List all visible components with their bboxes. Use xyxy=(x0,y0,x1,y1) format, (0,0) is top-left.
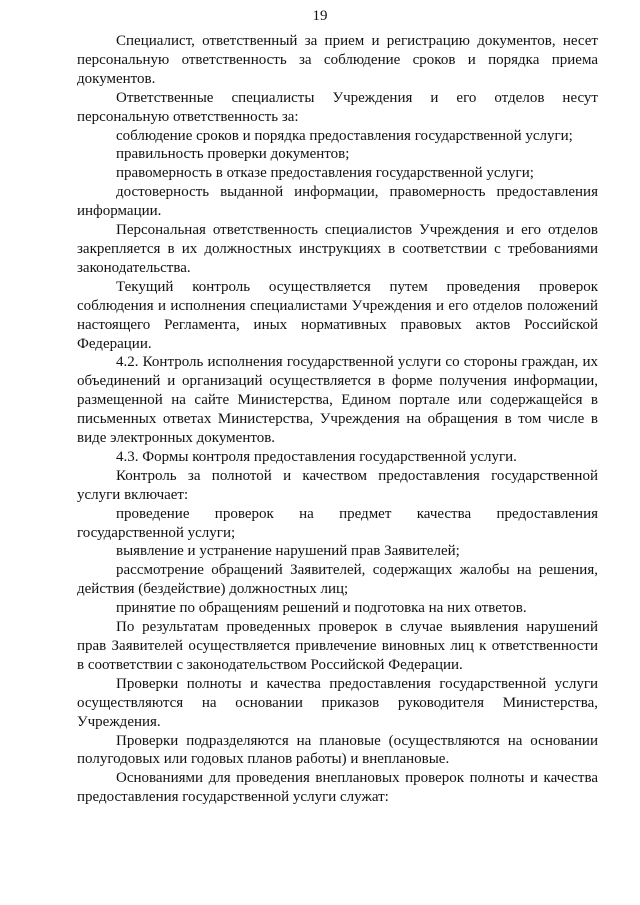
paragraph-check-types: Проверки подразделяются на плановые (осуществляются на основании полугодовых или годовых планов работы) и внеплановые. xyxy=(77,732,598,768)
document-body xyxy=(77,32,598,807)
paragraph-current-control: Текущий контроль осуществляется путем проведения проверок соблюдения и исполнения специалистами Учреждения и его отделов положений настоящего Регламента, иных нормативных правовых актов Российской Федерации. xyxy=(77,278,598,352)
paragraph-check-results: По результатам проведенных проверок в случае выявления нарушений прав Заявителей осуществляется привлечение виновных лиц к ответственности в соответствии с законодательством Российской Федерации. xyxy=(77,619,598,673)
list-item-information-accuracy: достоверность выданной информации, правомерность предоставления информации. xyxy=(77,184,598,220)
list-item-refusal-legality: правомерность в отказе предоставления государственной услуги; xyxy=(116,165,534,182)
paragraph-responsibility-specialists: Ответственные специалисты Учреждения и его отделов несут персональную ответственность за: xyxy=(77,89,598,125)
paragraph-responsibility-registration: Специалист, ответственный за прием и регистрацию документов, несет персональную ответственность за соблюдение сроков и порядка приема документов. xyxy=(77,33,598,87)
paragraph-section-4-3: 4.3. Формы контроля предоставления государственной услуги. xyxy=(116,448,517,465)
list-item-violations: выявление и устранение нарушений прав Заявителей; xyxy=(116,543,460,560)
list-item-quality-checks: проведение проверок на предмет качества предоставления государственной услуги; xyxy=(77,505,598,541)
paragraph-orders: Проверки полноты и качества предоставления государственной услуги осуществляются на основании приказов руководителя Министерства, Учреждения. xyxy=(77,675,598,730)
list-item-complaints: рассмотрение обращений Заявителей, содержащих жалобы на решения, действия (бездействие) должностных лиц; xyxy=(77,562,598,598)
paragraph-section-4-2: 4.2. Контроль исполнения государственной услуги со стороны граждан, их объединений и организаций осуществляется в форме получения информации, размещенной на сайте Министерства, Едином портале или содержащейся в письменных ответах Министерства, Учреждения на обращения в том числе в виде электронных документов. xyxy=(77,354,598,447)
paragraph-unscheduled-grounds: Основаниями для проведения внеплановых проверок полноты и качества предоставления государственной услуги служат: xyxy=(77,770,598,806)
list-item-document-check: правильность проверки документов; xyxy=(116,146,350,163)
list-item-decisions: принятие по обращениям решений и подготовка на них ответов. xyxy=(116,600,527,617)
page-number: 19 xyxy=(312,8,328,24)
paragraph-job-instructions: Персональная ответственность специалистов Учреждения и его отделов закрепляется в их должностных инструкциях в соответствии с требованиями законодательства. xyxy=(77,222,598,276)
list-item-deadlines: соблюдение сроков и порядка предоставления государственной услуги; xyxy=(116,127,573,144)
paragraph-control-includes: Контроль за полнотой и качеством предоставления государственной услуги включает: xyxy=(77,467,598,503)
